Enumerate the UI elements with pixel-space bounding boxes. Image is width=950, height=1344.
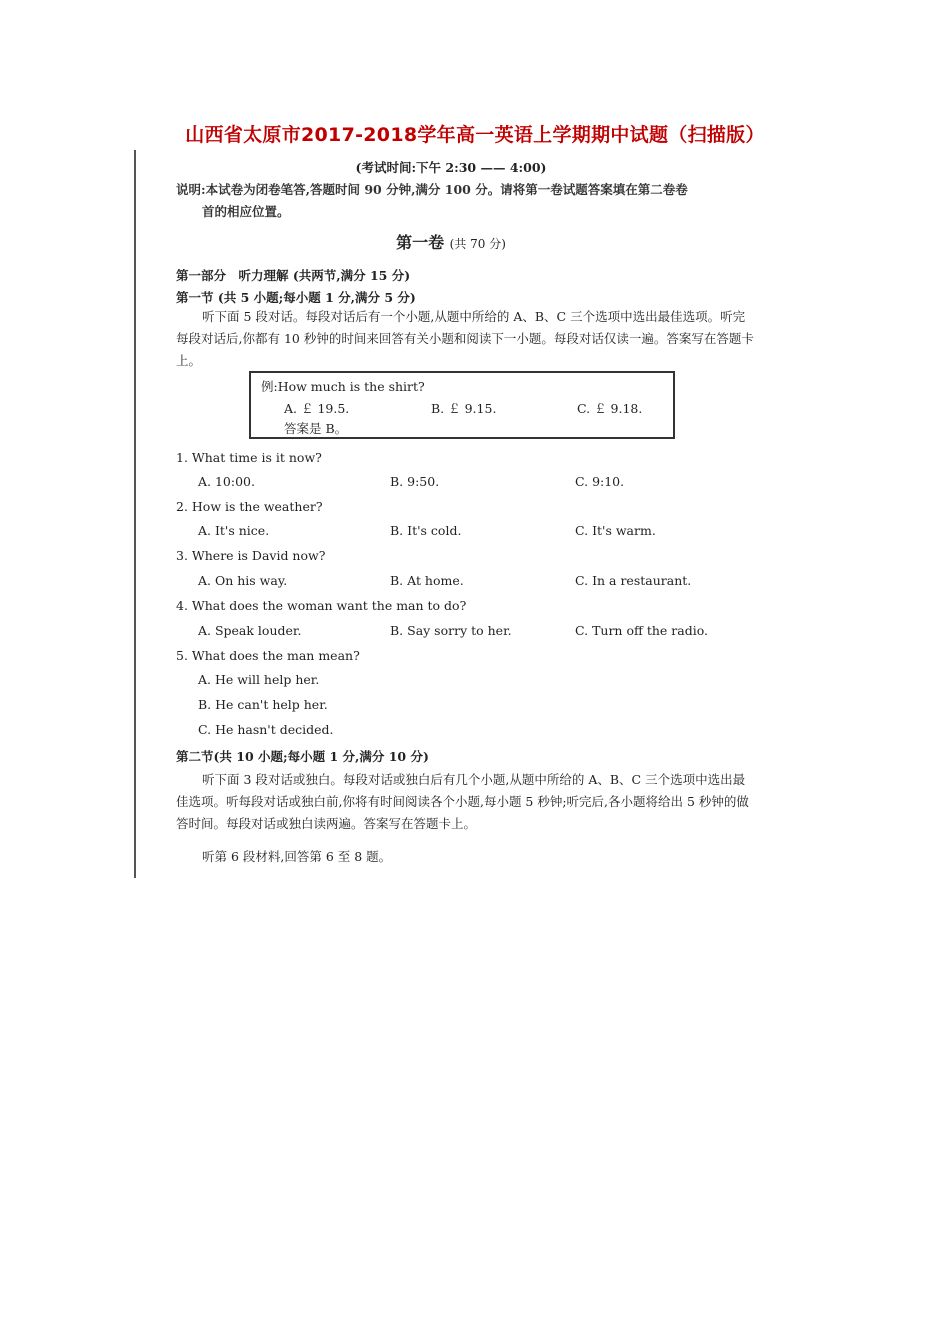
example-question: 例:How much is the shirt? bbox=[261, 379, 425, 394]
question-3-option-a: A. On his way. bbox=[198, 573, 288, 588]
question-3: 3. Where is David now? bbox=[176, 548, 326, 563]
example-box bbox=[249, 371, 675, 439]
section1-heading: 第一节 (共 5 小题;每小题 1 分,满分 5 分) bbox=[176, 290, 416, 305]
question-2-option-b: B. It's cold. bbox=[390, 523, 462, 538]
example-option-c: C. ￡ 9.18. bbox=[577, 401, 643, 416]
question-1-option-a: A. 10:00. bbox=[198, 474, 255, 489]
part1-heading: 第一部分 听力理解 (共两节,满分 15 分) bbox=[176, 268, 411, 283]
section2-instruction: 听第 6 段材料,回答第 6 至 8 题。 bbox=[202, 849, 392, 864]
question-2: 2. How is the weather? bbox=[176, 499, 323, 514]
question-2-option-c: C. It's warm. bbox=[575, 523, 656, 538]
volume-points: (共 70 分) bbox=[449, 237, 506, 251]
question-1-option-b: B. 9:50. bbox=[390, 474, 440, 489]
question-1-option-c: C. 9:10. bbox=[575, 474, 625, 489]
question-1: 1. What time is it now? bbox=[176, 450, 322, 465]
question-4-option-a: A. Speak louder. bbox=[198, 623, 302, 638]
volume-title-text: 第一卷 bbox=[396, 233, 445, 252]
question-5-option-b: B. He can't help her. bbox=[198, 697, 328, 712]
section1-text: 听下面 5 段对话。每段对话后有一个小题,从题中所给的 A、B、C 三个选项中选出最佳选项。听完每段对话后,你都有 10 秒钟的时间来回答有关小题和阅读下一小题。每段对话仅读一遍。答案写在答题卡上。 bbox=[176, 309, 754, 368]
example-option-a: A. ￡ 19.5. bbox=[284, 401, 350, 416]
example-answer: 答案是 B。 bbox=[284, 421, 348, 436]
question-3-option-c: C. In a restaurant. bbox=[575, 573, 692, 588]
instructions-line-1: 说明:本试卷为闭卷笔答,答题时间 90 分钟,满分 100 分。请将第一卷试题答案填在第二卷卷 bbox=[176, 182, 688, 197]
question-5: 5. What does the man mean? bbox=[176, 648, 360, 663]
question-2-option-a: A. It's nice. bbox=[198, 523, 270, 538]
section2-heading: 第二节(共 10 小题;每小题 1 分,满分 10 分) bbox=[176, 749, 429, 764]
volume-title bbox=[136, 230, 766, 253]
instructions-line-2: 首的相应位置。 bbox=[202, 204, 290, 219]
question-5-option-a: A. He will help her. bbox=[198, 672, 320, 687]
question-3-option-b: B. At home. bbox=[390, 573, 464, 588]
question-4: 4. What does the woman want the man to do? bbox=[176, 598, 467, 613]
section2-text: 听下面 3 段对话或独白。每段对话或独白后有几个小题,从题中所给的 A、B、C 三个选项中选出最佳选项。听每段对话或独白前,你将有时间阅读各个小题,每小题 5 秒钟;听完后,各小题将给出 5 秒钟的做答时间。每段对话或独白读两遍。答案写在答题卡上。 bbox=[176, 772, 749, 831]
question-5-option-c: C. He hasn't decided. bbox=[198, 722, 334, 737]
exam-time: (考试时间:下午 2:30 —— 4:00) bbox=[355, 160, 547, 175]
example-option-b: B. ￡ 9.15. bbox=[431, 401, 497, 416]
scanned-exam-page bbox=[134, 150, 766, 878]
document-title: 山西省太原市2017-2018学年高一英语上学期期中试题（扫描版） bbox=[185, 124, 765, 146]
question-4-option-b: B. Say sorry to her. bbox=[390, 623, 512, 638]
question-4-option-c: C. Turn off the radio. bbox=[575, 623, 708, 638]
